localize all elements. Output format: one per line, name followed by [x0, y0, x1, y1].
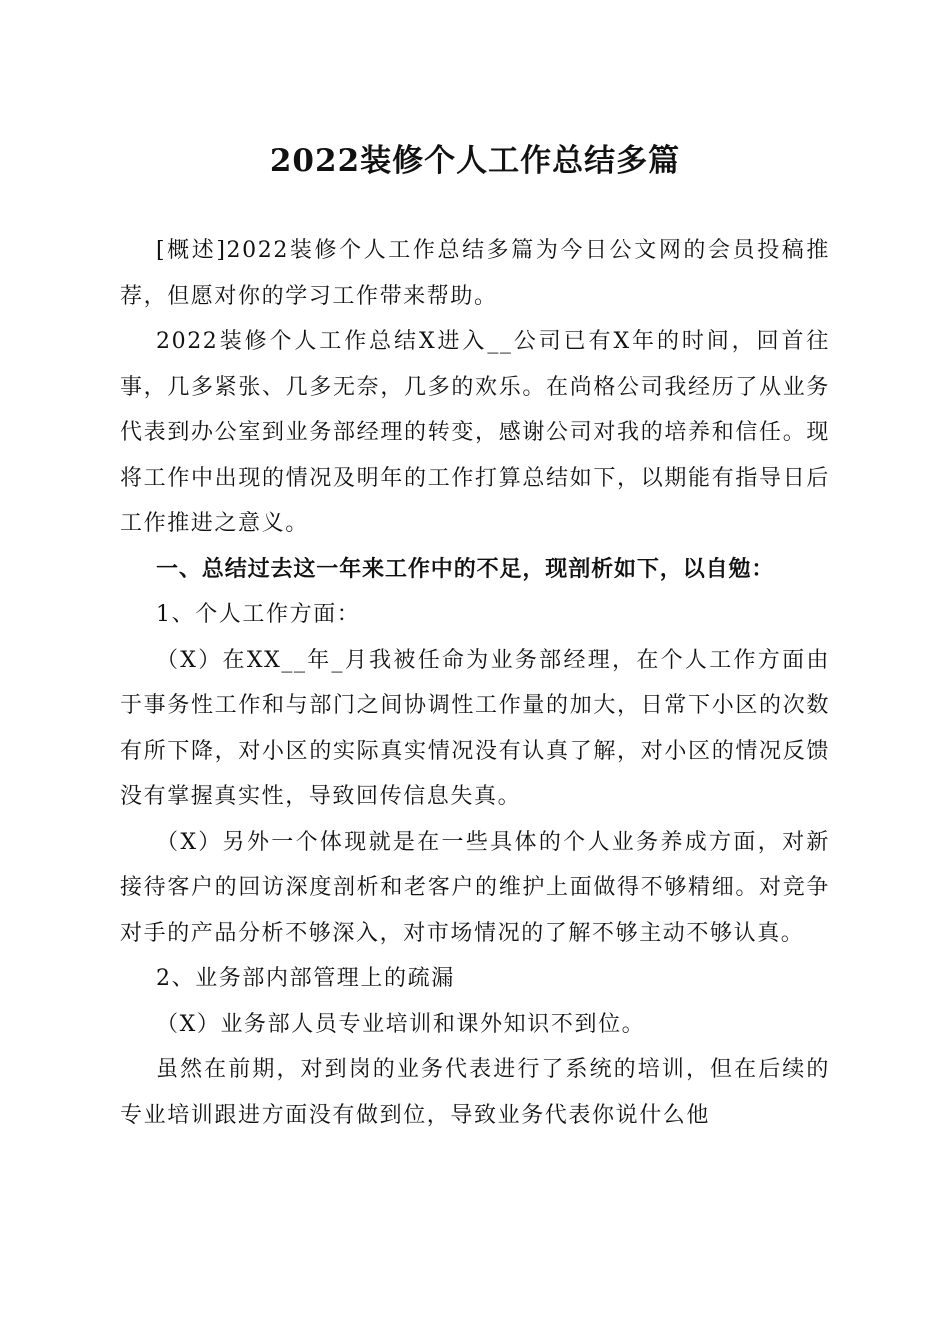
- subheading-department-management: 2、业务部内部管理上的疏漏: [156, 966, 455, 991]
- paragraph-personal-work-1: （X）在XX__年_月我被任命为业务部经理，在个人工作方面由于事务性工作和与部门之间协调性工作量的加大，日常下小区的次数有所下降，对小区的实际真实情况没有认真了解，对小区的情况反馈没有掌握真实性，导致回传信息失真。: [120, 647, 830, 809]
- document-title: 2022装修个人工作总结多篇: [269, 143, 681, 179]
- document-body: [120, 228, 830, 1138]
- paragraph-training-detail: 虽然在前期，对到岗的业务代表进行了系统的培训，但在后续的专业培训跟进方面没有做到位，导致业务代表你说什么他: [120, 1057, 830, 1128]
- paragraph-summary: [概述]2022装修个人工作总结多篇为今日公文网的会员投稿推荐，但愿对你的学习工作带来帮助。: [120, 238, 830, 309]
- paragraph-personal-work-2: （X）另外一个体现就是在一些具体的个人业务养成方面，对新接待客户的回访深度剖析和老客户的维护上面做得不够精细。对竞争对手的产品分析不够深入，对市场情况的了解不够主动不够认真。: [120, 829, 830, 946]
- section-heading-1: 一、总结过去这一年来工作中的不足，现剖析如下，以自勉：: [156, 556, 775, 582]
- subheading-personal-work: 1、个人工作方面：: [156, 602, 361, 627]
- paragraph-training-issue: （X）业务部人员专业培训和课外知识不到位。: [156, 1011, 646, 1037]
- paragraph-intro: 2022装修个人工作总结X进入__公司已有X年的时间，回首往事，几多紧张、几多无奈，几多的欢乐。在尚格公司我经历了从业务代表到办公室到业务部经理的转变，感谢公司对我的培养和信任。现将工作中出现的情况及明年的工作打算总结如下，以期能有指导日后工作推进之意义。: [120, 329, 830, 536]
